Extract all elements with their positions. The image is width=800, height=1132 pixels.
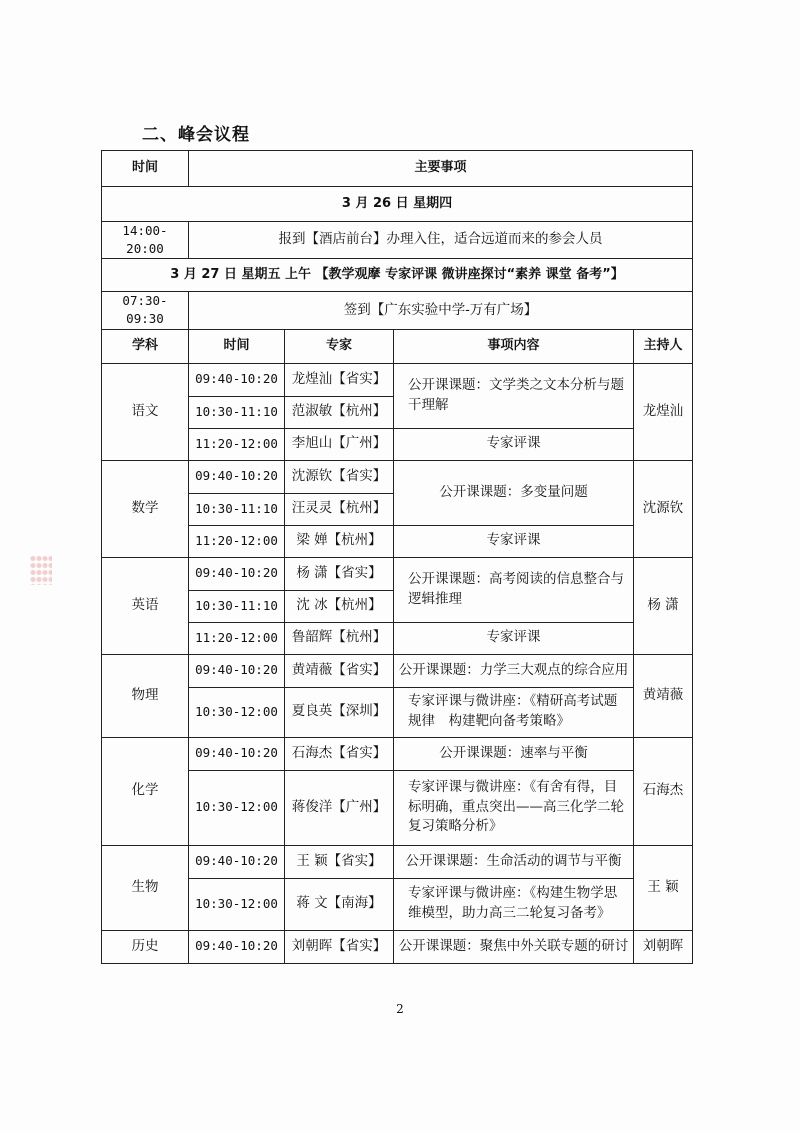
signin-item: 签到【广东实验中学-万有广场】 (189, 292, 693, 329)
expert-name: 石海杰【省实】 (285, 737, 394, 770)
expert-name: 梁 婵【杭州】 (285, 525, 394, 557)
day1-item: 报到【酒店前台】办理入住，适合远道而来的参会人员 (189, 222, 693, 259)
day1-title: 3 月 26 日 星期四 (102, 187, 693, 222)
subject-name: 历史 (102, 930, 189, 963)
expert-name: 范淑敏【杭州】 (285, 396, 394, 428)
session-content: 公开课课题：多变量问题 (394, 460, 634, 525)
subheader-time: 时间 (189, 329, 285, 363)
subheader-subject: 学科 (102, 329, 189, 363)
table-row (102, 930, 693, 963)
agenda-table (101, 150, 693, 964)
subheader-host: 主持人 (634, 329, 693, 363)
table-row (102, 622, 693, 654)
expert-name: 王 颖【省实】 (285, 845, 394, 878)
day2-title: 3 月 27 日 星期五 上午 【教学观摩 专家评课 微讲座探讨“素养 课堂 备考”】 (102, 259, 693, 292)
expert-name: 蒋 文【南海】 (285, 878, 394, 930)
session-content: 专家评课 (394, 525, 634, 557)
session-content: 公开课课题：文学类之文本分析与题干理解 (394, 363, 634, 428)
session-content: 公开课课题：聚焦中外关联专题的研讨 (394, 930, 634, 963)
table-row (102, 654, 693, 687)
expert-name: 沈源钦【省实】 (285, 460, 394, 493)
subject-name: 物理 (102, 654, 189, 737)
table-row (102, 770, 693, 845)
subject-name: 英语 (102, 557, 189, 654)
day2-title-row (102, 259, 693, 292)
session-content: 专家评课 (394, 622, 634, 654)
session-time: 10:30-11:10 (189, 493, 285, 525)
session-time: 09:40-10:20 (189, 654, 285, 687)
session-time: 09:40-10:20 (189, 363, 285, 396)
expert-name: 蒋俊洋【广州】 (285, 770, 394, 845)
subject-name: 化学 (102, 737, 189, 845)
signin-time: 07:30-09:30 (102, 292, 189, 329)
table-row (102, 845, 693, 878)
table-row (102, 460, 693, 493)
table-row (102, 428, 693, 460)
session-content: 公开课课题：高考阅读的信息整合与逻辑推理 (394, 557, 634, 622)
table-header-row (102, 151, 693, 187)
session-time: 11:20-12:00 (189, 525, 285, 557)
table-row (102, 363, 693, 396)
session-time: 09:40-10:20 (189, 930, 285, 963)
table-row (102, 292, 693, 329)
session-content: 专家评课 (394, 428, 634, 460)
session-time: 09:40-10:20 (189, 845, 285, 878)
table-row (102, 525, 693, 557)
host-name: 沈源钦 (634, 460, 693, 557)
expert-name: 龙煌汕【省实】 (285, 363, 394, 396)
session-content: 专家评课与微讲座：《构建生物学思维模型，助力高三二轮复习备考》 (394, 878, 634, 930)
subject-name: 语文 (102, 363, 189, 460)
host-name: 黄靖薇 (634, 654, 693, 737)
session-content: 公开课课题：速率与平衡 (394, 737, 634, 770)
session-time: 10:30-11:10 (189, 590, 285, 622)
section-title: 二、峰会议程 (142, 125, 250, 145)
expert-name: 刘朝晖【省实】 (285, 930, 394, 963)
session-content: 专家评课与微讲座：《有舍有得，目标明确，重点突出——高三化学二轮复习策略分析》 (394, 770, 634, 845)
expert-name: 鲁韶辉【杭州】 (285, 622, 394, 654)
day1-time: 14:00-20:00 (102, 222, 189, 259)
subject-name: 生物 (102, 845, 189, 930)
expert-name: 夏良英【深圳】 (285, 687, 394, 737)
host-name: 杨 潇 (634, 557, 693, 654)
table-row (102, 557, 693, 590)
header-main-item: 主要事项 (189, 151, 693, 187)
table-row (102, 222, 693, 259)
session-time: 10:30-12:00 (189, 878, 285, 930)
session-time: 10:30-12:00 (189, 687, 285, 737)
expert-name: 汪灵灵【杭州】 (285, 493, 394, 525)
expert-name: 李旭山【广州】 (285, 428, 394, 460)
header-time: 时间 (102, 151, 189, 187)
host-name: 刘朝晖 (634, 930, 693, 963)
ink-smudge (30, 555, 52, 585)
table-row (102, 687, 693, 737)
session-time: 11:20-12:00 (189, 428, 285, 460)
day1-title-row (102, 187, 693, 222)
expert-name: 杨 潇【省实】 (285, 557, 394, 590)
subheader-content: 事项内容 (394, 329, 634, 363)
table-row (102, 878, 693, 930)
session-content: 专家评课与微讲座：《精研高考试题规律 构建靶向备考策略》 (394, 687, 634, 737)
expert-name: 黄靖薇【省实】 (285, 654, 394, 687)
session-time: 10:30-11:10 (189, 396, 285, 428)
session-time: 09:40-10:20 (189, 460, 285, 493)
subject-name: 数学 (102, 460, 189, 557)
expert-name: 沈 冰【杭州】 (285, 590, 394, 622)
host-name: 王 颖 (634, 845, 693, 930)
session-time: 10:30-12:00 (189, 770, 285, 845)
table-row (102, 737, 693, 770)
subheader-expert: 专家 (285, 329, 394, 363)
page-number: 2 (396, 1002, 404, 1016)
session-time: 11:20-12:00 (189, 622, 285, 654)
host-name: 石海杰 (634, 737, 693, 845)
session-content: 公开课课题：生命活动的调节与平衡 (394, 845, 634, 878)
host-name: 龙煌汕 (634, 363, 693, 460)
session-content: 公开课课题：力学三大观点的综合应用 (394, 654, 634, 687)
subheader-row (102, 329, 693, 363)
session-time: 09:40-10:20 (189, 737, 285, 770)
session-time: 09:40-10:20 (189, 557, 285, 590)
